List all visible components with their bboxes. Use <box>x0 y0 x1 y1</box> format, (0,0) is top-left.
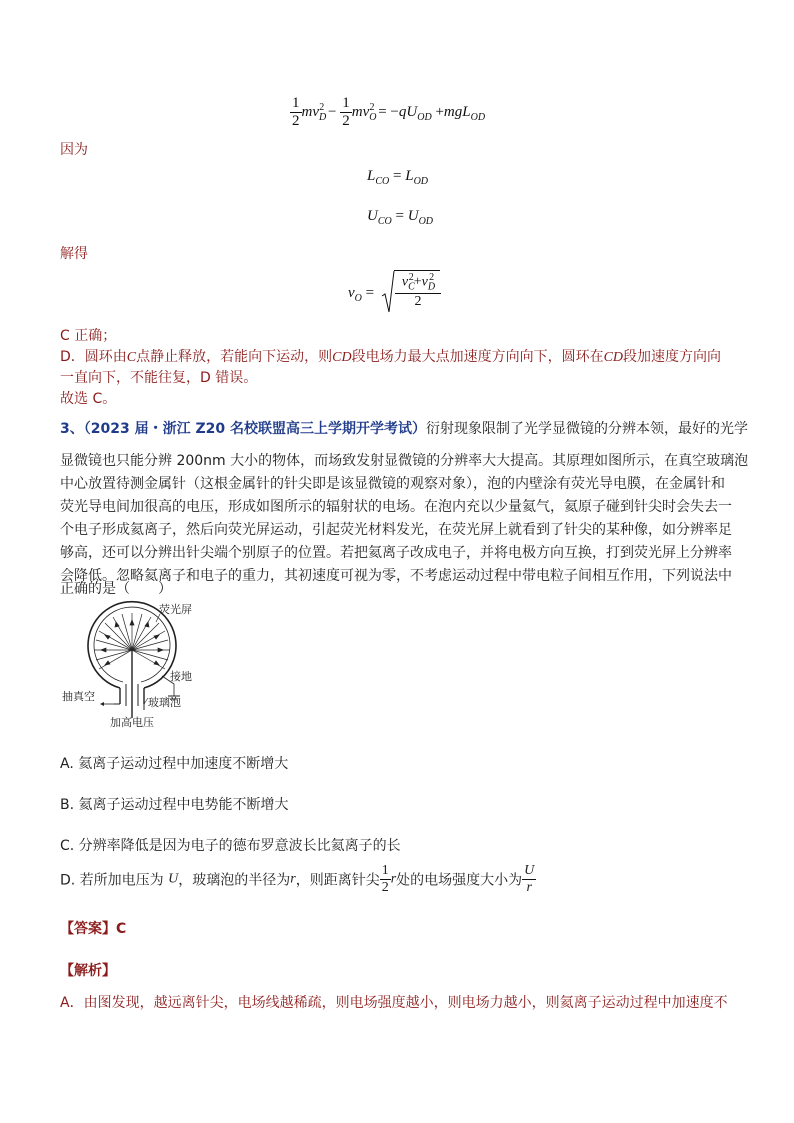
vacuum-label: 抽真空 <box>62 690 95 703</box>
because-label: 因为 <box>60 142 88 158</box>
ground-label: 接地 <box>170 670 192 683</box>
question-3-line6: 够高，还可以分辨出针尖端个别原子的位置。若把氦离子改成电子，并将电极方向互换，打到荧光屏上分辨率 <box>60 545 732 561</box>
fraction-half: $\frac{1}{2}$ <box>292 95 300 129</box>
energy-equation: $\frac{1}{2}$ $mv_D^2$ − $\frac{1}{2}$ $mv_O^2 = -qU_{OD} +mgL_{OD}$ <box>292 95 486 129</box>
option-a: A. 氦离子运动过程中加速度不断增大 <box>60 756 289 772</box>
question-3-line8: 正确的是（ ） <box>60 581 172 597</box>
bulb-label: 玻璃泡 <box>148 696 181 709</box>
question-3-line4: 荧光导电间加很高的电压，形成如图所示的辐射状的电场。在泡内充以少量氦气，氦原子碰到针尖时会失去一 <box>60 499 732 515</box>
question-3-line5: 个电子形成氦离子，然后向荧光屏运动，引起荧光材料发光，在荧光屏上就看到了针尖的某种像，如分辨率足 <box>60 522 732 538</box>
option-b: B. 氦离子运动过程中电势能不断增大 <box>60 797 289 813</box>
solve-label: 解得 <box>60 246 88 262</box>
voltage-equality-equation: $U_{CO} = U_{OD}$ <box>367 208 434 227</box>
d-analysis-line1: D．圆环由C点静止释放，若能向下运动，则CD段电场力最大点加速度方向向下，圆环在CD段加速度方向向 <box>60 349 722 365</box>
voltage-label: 加高电压 <box>110 716 154 729</box>
c-correct-text: C 正确； <box>60 328 117 344</box>
sqrt-sign <box>381 270 395 314</box>
answer-label: 【答案】C <box>60 921 127 937</box>
question-3-line2: 显微镜也只能分辨 200nm 大小的物体，而场致发射显微镜的分辨率大大提高。其原理如图所示，在真空玻璃泡 <box>60 453 749 469</box>
choose-answer-text: 故选 C。 <box>60 391 117 407</box>
d-analysis-line2: 一直向下，不能往复，D 错误。 <box>60 370 258 386</box>
option-c: C. 分辨率降低是因为电子的德布罗意波长比氦离子的长 <box>60 838 401 854</box>
fraction-half-2: $\frac{1}{2}$ <box>342 95 350 129</box>
analysis-a-text: A．由图发现，越远离针尖，电场线越稀疏，则电场强度越小，则电场力越小，则氦离子运动过程中加速度不 <box>60 995 728 1011</box>
microscope-diagram <box>62 600 232 730</box>
length-equality-equation: $L_{CO} = L_{OD}$ <box>367 168 429 187</box>
question-3-header: 3、（2023 届・浙江 Z20 名校联盟高三上学期开学考试）衍射现象限制了光学显微镜的分辨本领，最好的光学 <box>60 421 748 437</box>
fraction-u-over-r: $\frac{U}{r}$ <box>524 863 535 895</box>
analysis-label: 【解析】 <box>60 963 116 979</box>
question-3-line3: 中心放置待测金属针（这根金属针的针尖即是该显微镜的观察对象），泡的内壁涂有荧光导电膜，在金属针和 <box>60 476 725 492</box>
fraction-one-half: $\frac{1}{2}$ <box>381 863 389 895</box>
option-d: D. 若所加电压为 U，玻璃泡的半径为r，则距离针尖 $\frac{1}{2}$ r处的电场强度大小为 $\frac{U}{r}$ <box>60 863 535 895</box>
question-3-line7: 会降低。忽略氦离子和电子的重力，其初速度可视为零，不考虑运动过程中带电粒子间相互作用，下列说法中 <box>60 568 732 584</box>
field-emission-microscope-figure <box>62 600 232 730</box>
screen-label: 荧光屏 <box>159 603 192 616</box>
